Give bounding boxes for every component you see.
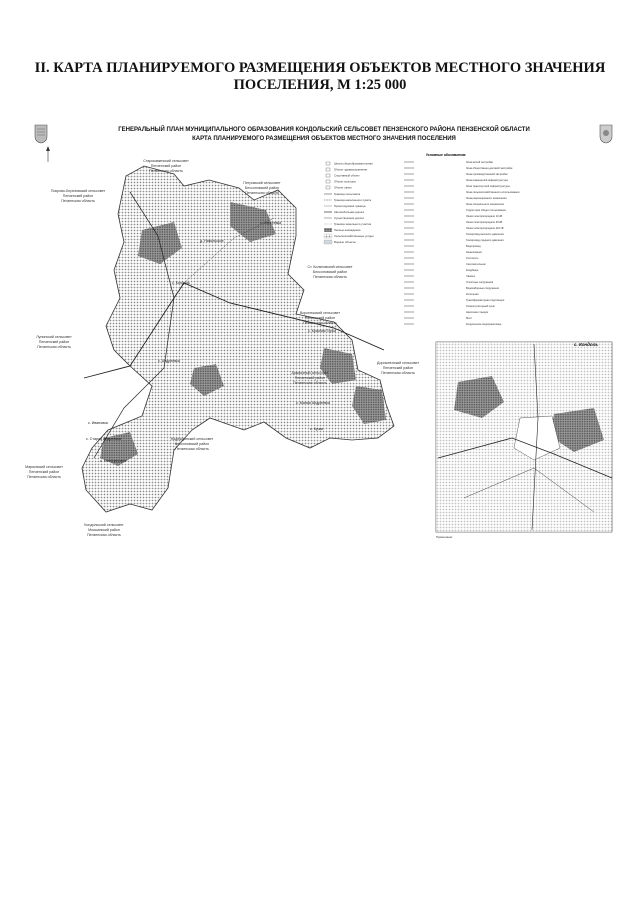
neighbor-label bbox=[243, 181, 281, 195]
map-legend bbox=[324, 153, 520, 326]
neighbor-label bbox=[25, 465, 63, 479]
svg-text:Кондольское водохранилище: Кондольское водохранилище bbox=[466, 323, 502, 326]
svg-text:Кладбище: Кладбище bbox=[466, 269, 479, 272]
map-canvas bbox=[25, 118, 612, 545]
inset-map-label: с. Кондоль bbox=[574, 342, 599, 347]
settlement-label: с. Кучки bbox=[310, 427, 324, 431]
svg-text:Бессоновский район: Бессоновский район bbox=[244, 186, 280, 190]
svg-text:Пензенская область: Пензенская область bbox=[175, 447, 209, 451]
svg-text:Скотомогильник: Скотомогильник bbox=[466, 263, 486, 266]
neighbor-label bbox=[292, 371, 329, 385]
svg-text:Воронежский сельсовет: Воронежский сельсовет bbox=[300, 311, 340, 315]
svg-text:Школа общеобразовательная: Школа общеобразовательная bbox=[334, 161, 373, 166]
svg-text:Насосная станция: Насосная станция bbox=[466, 311, 489, 314]
svg-text:Дорожненский сельсовет: Дорожненский сельсовет bbox=[376, 361, 420, 365]
legend-note bbox=[436, 535, 453, 539]
svg-text:Газорегуляторный пункт: Газорегуляторный пункт bbox=[466, 305, 496, 308]
svg-text:Объект культуры: Объект культуры bbox=[334, 179, 357, 184]
svg-text:Зона специального назначения: Зона специального назначения bbox=[466, 203, 504, 206]
legend-title: Условные обозначения bbox=[426, 153, 466, 157]
svg-text:Существующая дорога: Существующая дорога bbox=[334, 216, 364, 220]
svg-text:Теплосеть: Теплосеть bbox=[466, 257, 479, 260]
svg-text:Объект здравоохранения: Объект здравоохранения bbox=[334, 167, 368, 172]
svg-text:Газопровод высокого давления: Газопровод высокого давления bbox=[466, 233, 504, 236]
svg-text:Трансформаторная подстанция: Трансформаторная подстанция bbox=[466, 299, 505, 302]
sheet-title: ГЕНЕРАЛЬНЫЙ ПЛАН МУНИЦИПАЛЬНОГО ОБРАЗОВАНИЯ КОНДОЛЬСКИЙ СЕЛЬСОВЕТ ПЕНЗЕНСКОГО РАЙОНА ПЕНЗЕНСКОЙ ОБЛАСТИ bbox=[118, 127, 530, 133]
svg-text:Пензенский район: Пензенский район bbox=[28, 470, 60, 474]
svg-text:Газопровод среднего давления: Газопровод среднего давления bbox=[466, 239, 504, 242]
svg-text:Зона сельскохозяйственного исп: Зона сельскохозяйственного использования bbox=[466, 191, 520, 194]
svg-text:Объект связи: Объект связи bbox=[334, 185, 352, 190]
svg-text:Примечание:: Примечание: bbox=[436, 535, 453, 539]
svg-text:Мокшанский район: Мокшанский район bbox=[88, 528, 120, 532]
svg-text:Пензенский район: Пензенский район bbox=[304, 316, 336, 320]
svg-text:Зона производственной застройк: Зона производственной застройки bbox=[466, 173, 508, 176]
settlement-label: с. Старая Андреевка bbox=[86, 437, 121, 441]
neighbor-label bbox=[300, 311, 340, 325]
svg-text:Пензенский район: Пензенский район bbox=[294, 376, 326, 380]
page-title bbox=[0, 60, 640, 94]
svg-text:Линии электропередачи 35 кВ: Линии электропередачи 35 кВ bbox=[466, 221, 503, 224]
settlement-label: с. Сергеевка bbox=[260, 221, 282, 225]
svg-text:Территории общего пользования: Территории общего пользования bbox=[466, 209, 506, 212]
svg-text:Пензенский район: Пензенский район bbox=[38, 340, 70, 344]
svg-text:Водные объекты: Водные объекты bbox=[334, 240, 356, 244]
svg-text:Пензенская область: Пензенская область bbox=[27, 475, 61, 479]
svg-text:Надеждинский сельсовет: Надеждинский сельсовет bbox=[170, 437, 214, 441]
settlement-label: с. Ивановка bbox=[88, 421, 108, 425]
svg-text:Автомобильная дорога: Автомобильная дорога bbox=[334, 210, 365, 214]
svg-text:Старокаменский сельсовет: Старокаменский сельсовет bbox=[143, 159, 189, 163]
svg-text:Покрово-Березовский сельсовет: Покрово-Березовский сельсовет bbox=[50, 189, 106, 193]
svg-text:Ст. Коляновский сельсовет: Ст. Коляновский сельсовет bbox=[307, 265, 353, 269]
settlement-label: с. Кондоль bbox=[172, 281, 190, 285]
svg-text:Пензенская область: Пензенская область bbox=[313, 275, 347, 279]
svg-text:Котельная: Котельная bbox=[466, 293, 479, 296]
svg-text:Пензенская область: Пензенская область bbox=[245, 191, 279, 195]
svg-text:Армаязный сельсовет: Армаязный сельсовет bbox=[291, 371, 329, 375]
svg-text:Мост: Мост bbox=[466, 317, 473, 320]
svg-text:Пензенский район: Пензенский район bbox=[150, 164, 182, 168]
svg-text:Спортивный объект: Спортивный объект bbox=[334, 173, 360, 178]
svg-text:Лунинский сельсовет: Лунинский сельсовет bbox=[36, 335, 72, 339]
svg-text:Пензенская область: Пензенская область bbox=[37, 345, 71, 349]
svg-text:Пензенская область: Пензенская область bbox=[381, 371, 415, 375]
svg-text:Пензенская область: Пензенская область bbox=[149, 169, 183, 173]
svg-text:Бессоновский район: Бессоновский район bbox=[174, 442, 210, 446]
settlement-label: с. Колюпановка bbox=[100, 459, 127, 463]
svg-text:Водозаборные сооружения: Водозаборные сооружения bbox=[466, 287, 499, 290]
neighbor-label bbox=[143, 159, 189, 173]
map-sheet bbox=[25, 118, 612, 545]
svg-text:Граница населенного пункта: Граница населенного пункта bbox=[334, 198, 372, 202]
svg-text:Бессоновский район: Бессоновский район bbox=[312, 270, 348, 274]
neighbor-label bbox=[377, 361, 419, 375]
north-arrow-icon bbox=[46, 146, 50, 162]
page-title-line-1: II. КАРТА ПЛАНИРУЕМОГО РАЗМЕЩЕНИЯ ОБЪЕКТОВ МЕСТНОГО ЗНАЧЕНИЯ bbox=[34, 60, 606, 76]
settlement-label: с. Малая Андреевка bbox=[296, 401, 330, 405]
svg-text:Очистные сооружения: Очистные сооружения bbox=[466, 281, 494, 284]
neighbor-label bbox=[36, 335, 72, 349]
page-title-line-2: ПОСЕЛЕНИЯ, М 1:25 000 bbox=[233, 77, 407, 93]
svg-text:Пензенская область: Пензенская область bbox=[303, 321, 337, 325]
svg-text:Кондольский сельсовет: Кондольский сельсовет bbox=[84, 523, 124, 527]
svg-text:Зона жилой застройки: Зона жилой застройки bbox=[466, 161, 493, 164]
svg-text:Лесные насаждения: Лесные насаждения bbox=[334, 228, 361, 232]
svg-text:Зона рекреационного назначения: Зона рекреационного назначения bbox=[466, 197, 507, 200]
svg-text:Свалка: Свалка bbox=[466, 275, 475, 278]
svg-text:Пензенская область: Пензенская область bbox=[293, 381, 327, 385]
svg-text:Водопровод: Водопровод bbox=[466, 245, 481, 248]
neighbor-label bbox=[307, 265, 352, 279]
svg-text:Зона инженерной инфраструктуры: Зона инженерной инфраструктуры bbox=[466, 179, 509, 182]
svg-text:Пензенская область: Пензенская область bbox=[61, 199, 95, 203]
sheet-subtitle: КАРТА ПЛАНИРУЕМОГО РАЗМЕЩЕНИЯ ОБЪЕКТОВ МЕСТНОГО ЗНАЧЕНИЯ ПОСЕЛЕНИЯ bbox=[192, 136, 456, 142]
svg-text:Линии электропередачи 10 кВ: Линии электропередачи 10 кВ bbox=[466, 215, 503, 218]
svg-text:Зона общественно-деловой застр: Зона общественно-деловой застройки bbox=[466, 167, 513, 170]
svg-text:Сельскохозяйственные угодья: Сельскохозяйственные угодья bbox=[334, 234, 374, 238]
svg-text:Пензенский район: Пензенский район bbox=[382, 366, 414, 370]
svg-text:Пензенский район: Пензенский район bbox=[62, 194, 94, 198]
svg-text:Граница земельного участка: Граница земельного участка bbox=[334, 222, 372, 226]
svg-text:Зона транспортной инфраструкту: Зона транспортной инфраструктуры bbox=[466, 185, 510, 188]
svg-text:Канализация: Канализация bbox=[466, 251, 482, 254]
svg-text:Пензенская область: Пензенская область bbox=[87, 533, 121, 537]
neighbor-label bbox=[171, 437, 214, 451]
svg-text:Маркинский сельсовет: Маркинский сельсовет bbox=[25, 465, 63, 469]
settlement-label: с. Андреевка bbox=[158, 359, 180, 363]
neighbor-label bbox=[51, 189, 106, 203]
svg-text:Петровский сельсовет: Петровский сельсовет bbox=[243, 181, 281, 185]
settlement-label: д. Никольское bbox=[200, 239, 224, 243]
svg-text:Проектируемая граница: Проектируемая граница bbox=[334, 204, 366, 208]
neighbor-label bbox=[84, 523, 124, 537]
svg-text:Граница сельсовета: Граница сельсовета bbox=[334, 192, 361, 196]
inset-map bbox=[436, 342, 612, 532]
svg-text:Линии электропередачи 110 кВ: Линии электропередачи 110 кВ bbox=[466, 227, 504, 230]
settlement-label: с. Красная Горка bbox=[308, 329, 336, 333]
